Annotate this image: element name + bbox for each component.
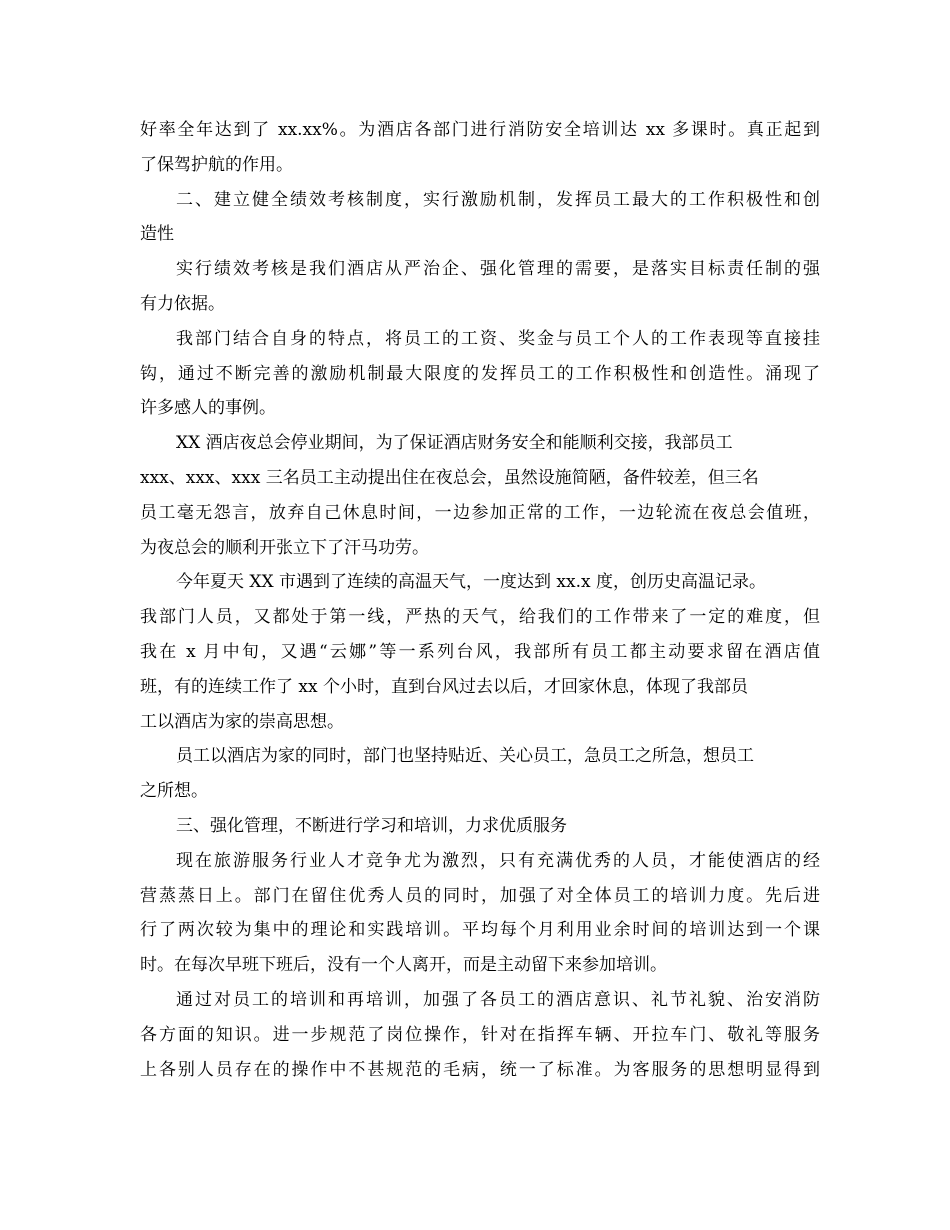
text-line: 了保驾护航的作用。 [140,154,293,175]
text-line: xxx、xxx、xxx 三名员工主动提出住在夜总会，虽然设施简陋，备件较差，但三名 [140,467,759,488]
text-line: 班，有的连续工作了 xx 个小时，直到台风过去以后，才回家休息，体现了我部员 [140,676,748,697]
text-line: 之所想。 [140,781,208,802]
text-line: 营蒸蒸日上。部门在留住优秀人员的同时，加强了对全体员工的培训力度。先后进 [140,885,820,906]
document-body [140,113,820,1087]
text-line: 为夜总会的顺利开张立下了汗马功劳。 [140,537,429,558]
text-line: 有力依据。 [140,293,225,314]
text-line: 实行绩效考核是我们酒店从严治企、强化管理的需要，是落实目标责任制的强 [176,259,820,280]
text-line: 二、建立健全绩效考核制度，实行激励机制，发挥员工最大的工作积极性和创 [176,189,820,210]
text-line: 今年夏天 XX 市遇到了连续的高温天气，一度达到 xx.x 度，创历史高温记录。 [176,572,766,593]
text-line: 员工以酒店为家的同时，部门也坚持贴近、关心员工，急员工之所急，想员工 [176,746,754,767]
text-line: 通过对员工的培训和再培训，加强了各员工的酒店意识、礼节礼貌、治安消防 [176,989,820,1010]
text-line: 我部门结合自身的特点，将员工的工资、奖金与员工个人的工作表现等直接挂 [176,328,820,349]
text-line: 员工毫无怨言，放弃自己休息时间，一边参加正常的工作，一边轮流在夜总会值班， [140,502,820,523]
text-line: 钩，通过不断完善的激励机制最大限度的发挥员工的工作积极性和创造性。涌现了 [140,363,820,384]
text-line: 好率全年达到了 xx.xx%。为酒店各部门进行消防安全培训达 xx 多课时。真正起到 [140,120,820,140]
text-line: 行了两次较为集中的理论和实践培训。平均每个月利用业余时间的培训达到一个课 [140,920,820,941]
text-line: 造性 [140,224,174,245]
text-line: 上各别人员存在的操作中不甚规范的毛病，统一了标准。为客服务的思想明显得到 [140,1059,820,1080]
text-line: 许多感人的事例。 [140,398,276,419]
text-line: 工以酒店为家的崇高思想。 [140,711,344,732]
text-line: 现在旅游服务行业人才竞争尤为激烈，只有充满优秀的人员，才能使酒店的经 [176,850,820,871]
text-line: 各方面的知识。进一步规范了岗位操作，针对在指挥车辆、开拉车门、敬礼等服务 [140,1024,820,1045]
text-line: XX 酒店夜总会停业期间，为了保证酒店财务安全和能顺利交接，我部员工 [176,433,733,454]
text-line: 时。在每次早班下班后，没有一个人离开，而是主动留下来参加培训。 [140,955,667,976]
text-line: 我部门人员，又都处于第一线，严热的天气，给我们的工作带来了一定的难度，但 [140,607,820,628]
text-line: 三、强化管理，不断进行学习和培训，力求优质服务 [176,815,567,836]
text-line: 我在 x 月中旬，又遇“云娜”等一系列台风，我部所有员工都主动要求留在酒店值 [140,641,820,662]
